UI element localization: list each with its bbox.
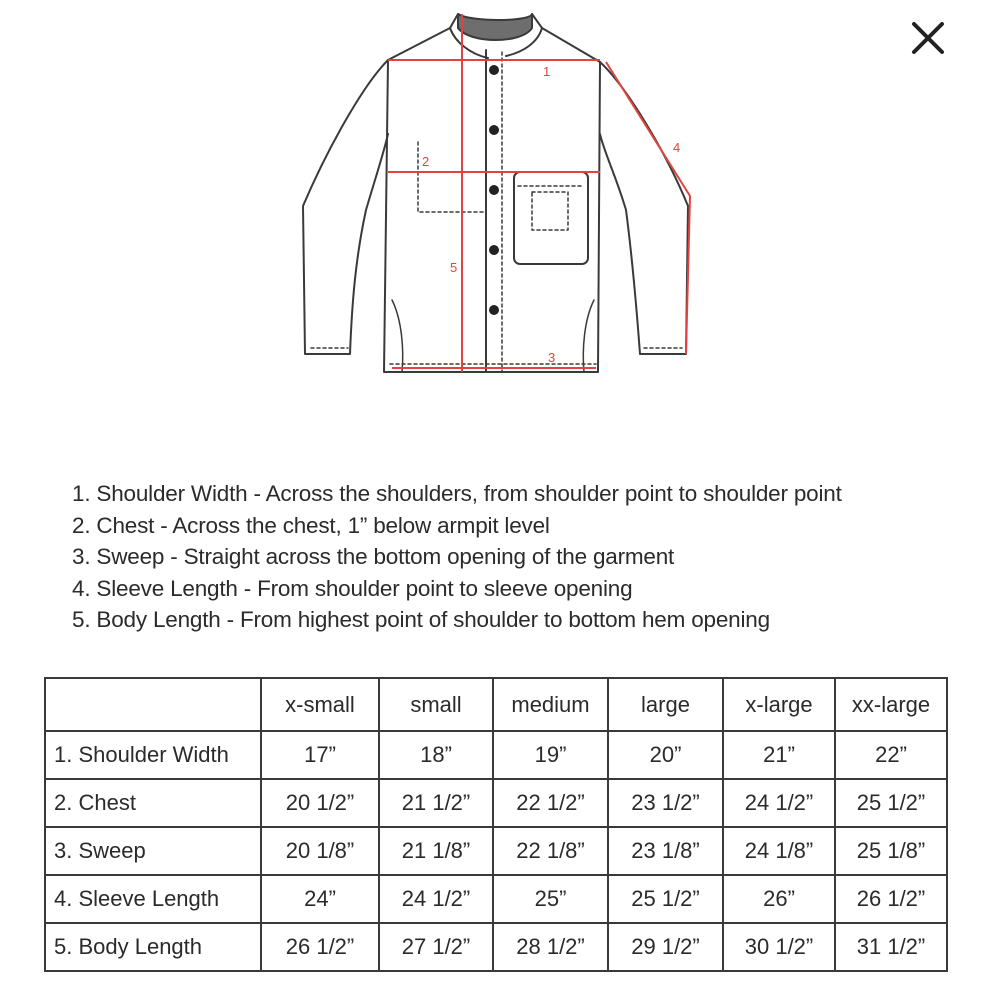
right-sleeve	[600, 62, 688, 354]
table-cell: 24 1/8”	[723, 827, 835, 875]
header-xx-large: xx-large	[835, 678, 947, 731]
table-cell: 25”	[493, 875, 608, 923]
table-cell: 28 1/2”	[493, 923, 608, 971]
row-label: 5. Body Length	[45, 923, 261, 971]
table-cell: 22 1/8”	[493, 827, 608, 875]
table-cell: 22 1/2”	[493, 779, 608, 827]
table-cell: 24 1/2”	[379, 875, 493, 923]
table-cell: 25 1/8”	[835, 827, 947, 875]
table-row	[45, 827, 947, 875]
table-cell: 29 1/2”	[608, 923, 723, 971]
header-x-small: x-small	[261, 678, 379, 731]
legend-item-body-length: 5. Body Length - From highest point of shoulder to bottom hem opening	[72, 607, 770, 633]
table-cell: 23 1/2”	[608, 779, 723, 827]
row-label: 3. Sweep	[45, 827, 261, 875]
header-x-large: x-large	[723, 678, 835, 731]
table-row	[45, 923, 947, 971]
left-sleeve	[303, 60, 388, 354]
table-cell: 30 1/2”	[723, 923, 835, 971]
table-cell: 19”	[493, 731, 608, 779]
table-cell: 21 1/2”	[379, 779, 493, 827]
table-cell: 20 1/8”	[261, 827, 379, 875]
header-large: large	[608, 678, 723, 731]
table-cell: 26”	[723, 875, 835, 923]
legend-item-sweep: 3. Sweep - Straight across the bottom opening of the garment	[72, 544, 675, 570]
table-row	[45, 875, 947, 923]
table-cell: 25 1/2”	[608, 875, 723, 923]
close-icon	[911, 21, 945, 55]
legend-item-sleeve-length: 4. Sleeve Length - From shoulder point to sleeve opening	[72, 575, 633, 601]
buttons	[489, 65, 499, 315]
marker-5: 5	[450, 260, 458, 275]
table-cell: 26 1/2”	[835, 875, 947, 923]
header-medium: medium	[493, 678, 608, 731]
table-cell: 22”	[835, 731, 947, 779]
table-row	[45, 779, 947, 827]
row-label: 1. Shoulder Width	[45, 731, 261, 779]
table-cell: 18”	[379, 731, 493, 779]
table-cell: 24 1/2”	[723, 779, 835, 827]
collar	[458, 14, 532, 40]
table-cell: 23 1/8”	[608, 827, 723, 875]
table-cell: 24”	[261, 875, 379, 923]
table-cell: 26 1/2”	[261, 923, 379, 971]
size-chart-table	[44, 677, 948, 972]
marker-3: 3	[548, 350, 556, 365]
table-cell: 27 1/2”	[379, 923, 493, 971]
marker-4: 4	[673, 140, 681, 155]
table-row	[45, 731, 947, 779]
table-cell: 25 1/2”	[835, 779, 947, 827]
legend-item-chest: 2. Chest - Across the chest, 1” below armpit level	[72, 512, 550, 538]
table-cell: 17”	[261, 731, 379, 779]
table-cell: 20”	[608, 731, 723, 779]
measurement-lines	[388, 14, 690, 372]
marker-1: 1	[543, 64, 551, 79]
table-cell: 20 1/2”	[261, 779, 379, 827]
table-cell: 21”	[723, 731, 835, 779]
row-label: 2. Chest	[45, 779, 261, 827]
measurement-legend	[72, 478, 952, 636]
table-cell: 21 1/8”	[379, 827, 493, 875]
table-corner-cell	[45, 678, 261, 731]
jacket-measurement-diagram	[290, 0, 710, 390]
close-button[interactable]	[904, 14, 952, 62]
row-label: 4. Sleeve Length	[45, 875, 261, 923]
header-small: small	[379, 678, 493, 731]
table-header-row	[45, 678, 947, 731]
marker-2: 2	[422, 154, 430, 169]
legend-item-shoulder-width: 1. Shoulder Width - Across the shoulders, from shoulder point to shoulder point	[72, 481, 842, 506]
table-cell: 31 1/2”	[835, 923, 947, 971]
